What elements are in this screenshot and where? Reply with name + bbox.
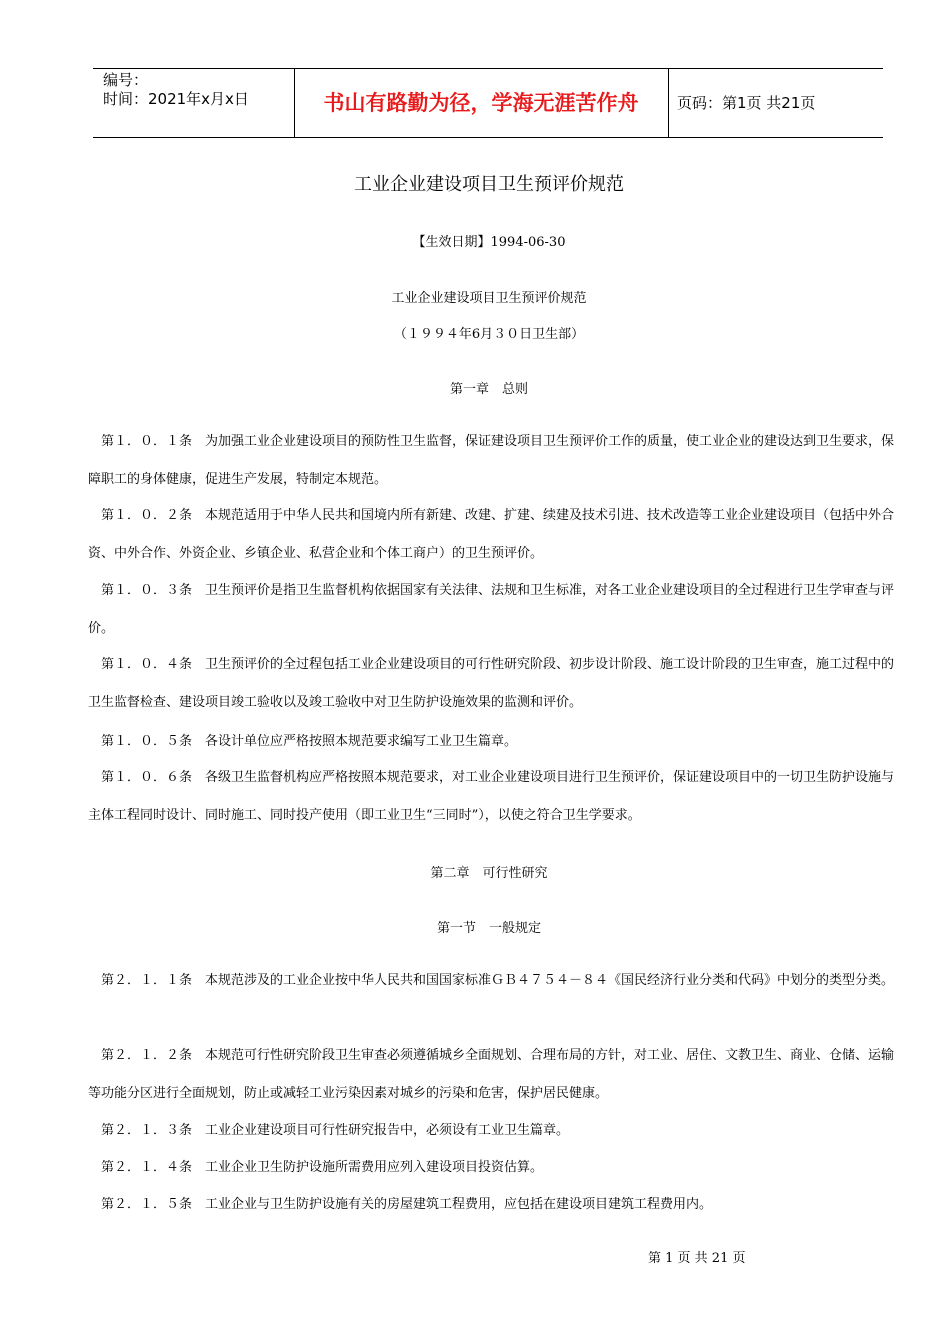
article-2-1-1: 第２．１．１条 本规范涉及的工业企业按中华人民共和国国家标准ＧＢ４７５４－８４《国民经济行业分类和代码》中划分的类型分类。 <box>101 973 895 988</box>
header-divider <box>668 69 669 137</box>
article-1-0-6: 第１．０．６条 各级卫生监督机构应严格按照本规范要求，对工业企业建设项目进行卫生预评价，保证建设项目中的一切卫生防护设施与主体工程同时设计、同时施工、同时投产使用（即工业卫生“三同时”），以使之符合卫生学要求。 <box>88 770 895 823</box>
article-2-1-5: 第２．１．５条 工业企业与卫生防护设施有关的房屋建筑工程费用，应包括在建设项目建筑工程费用内。 <box>101 1197 713 1212</box>
article-1-0-2: 第１．０．２条 本规范适用于中华人民共和国境内所有新建、改建、扩建、续建及技术引进、技术改造等工业企业建设项目（包括中外合资、中外合作、外资企业、乡镇企业、私营企业和个体工商户）的卫生预评价。 <box>88 508 895 561</box>
article-1-0-5: 第１．０．５条 各设计单位应严格按照本规范要求编写工业卫生篇章。 <box>101 734 518 749</box>
time-label: 时间：2021年x月x日 <box>103 90 249 108</box>
chapter-heading: 第二章 可行性研究 <box>430 866 548 881</box>
motto: 书山有路勤为径，学海无涯苦作舟 <box>323 91 639 115</box>
footer-page-number: 第 1 页 共 21 页 <box>648 1251 746 1266</box>
article-2-1-3: 第２．１．３条 工业企业建设项目可行性研究报告中，必须设有工业卫生篇章。 <box>101 1123 570 1138</box>
chapter-heading: 第一章 总则 <box>449 382 528 397</box>
article-1-0-1: 第１．０．１条 为加强工业企业建设项目的预防性卫生监督，保证建设项目卫生预评价工作的质量，使工业企业的建设达到卫生要求，保障职工的身体健康，促进生产发展，特制定本规范。 <box>88 434 895 487</box>
header-meta <box>103 71 249 109</box>
header-page-info: 页码：第1页 共21页 <box>677 94 816 112</box>
effective-date: 【生效日期】1994-06-30 <box>412 235 566 250</box>
section-heading: 第一节 一般规定 <box>436 921 541 936</box>
article-2-1-4: 第２．１．４条 工业企业卫生防护设施所需费用应列入建设项目投资估算。 <box>101 1160 544 1175</box>
header-table <box>93 68 883 138</box>
document-title: 工业企业建设项目卫生预评价规范 <box>354 174 624 195</box>
article-1-0-4: 第１．０．４条 卫生预评价的全过程包括工业企业建设项目的可行性研究阶段、初步设计阶段、施工设计阶段的卫生审查，施工过程中的卫生监督检查、建设项目竣工验收以及竣工验收中对卫生防护设施效果的监测和评价。 <box>88 657 895 710</box>
article-2-1-2: 第２．１．２条 本规范可行性研究阶段卫生审查必须遵循城乡全面规划、合理布局的方针，对工业、居住、文教卫生、商业、仓储、运输等功能分区进行全面规划，防止或减轻工业污染因素对城乡的污染和危害，保护居民健康。 <box>88 1048 895 1101</box>
article-1-0-3: 第１．０．３条 卫生预评价是指卫生监督机构依据国家有关法律、法规和卫生标准，对各工业企业建设项目的全过程进行卫生学审查与评价。 <box>88 583 895 636</box>
document-subtitle: 工业企业建设项目卫生预评价规范 <box>391 291 587 306</box>
issuer-line: （１９９４年6月３０日卫生部） <box>393 327 585 342</box>
serial-label: 编号： <box>103 71 149 89</box>
